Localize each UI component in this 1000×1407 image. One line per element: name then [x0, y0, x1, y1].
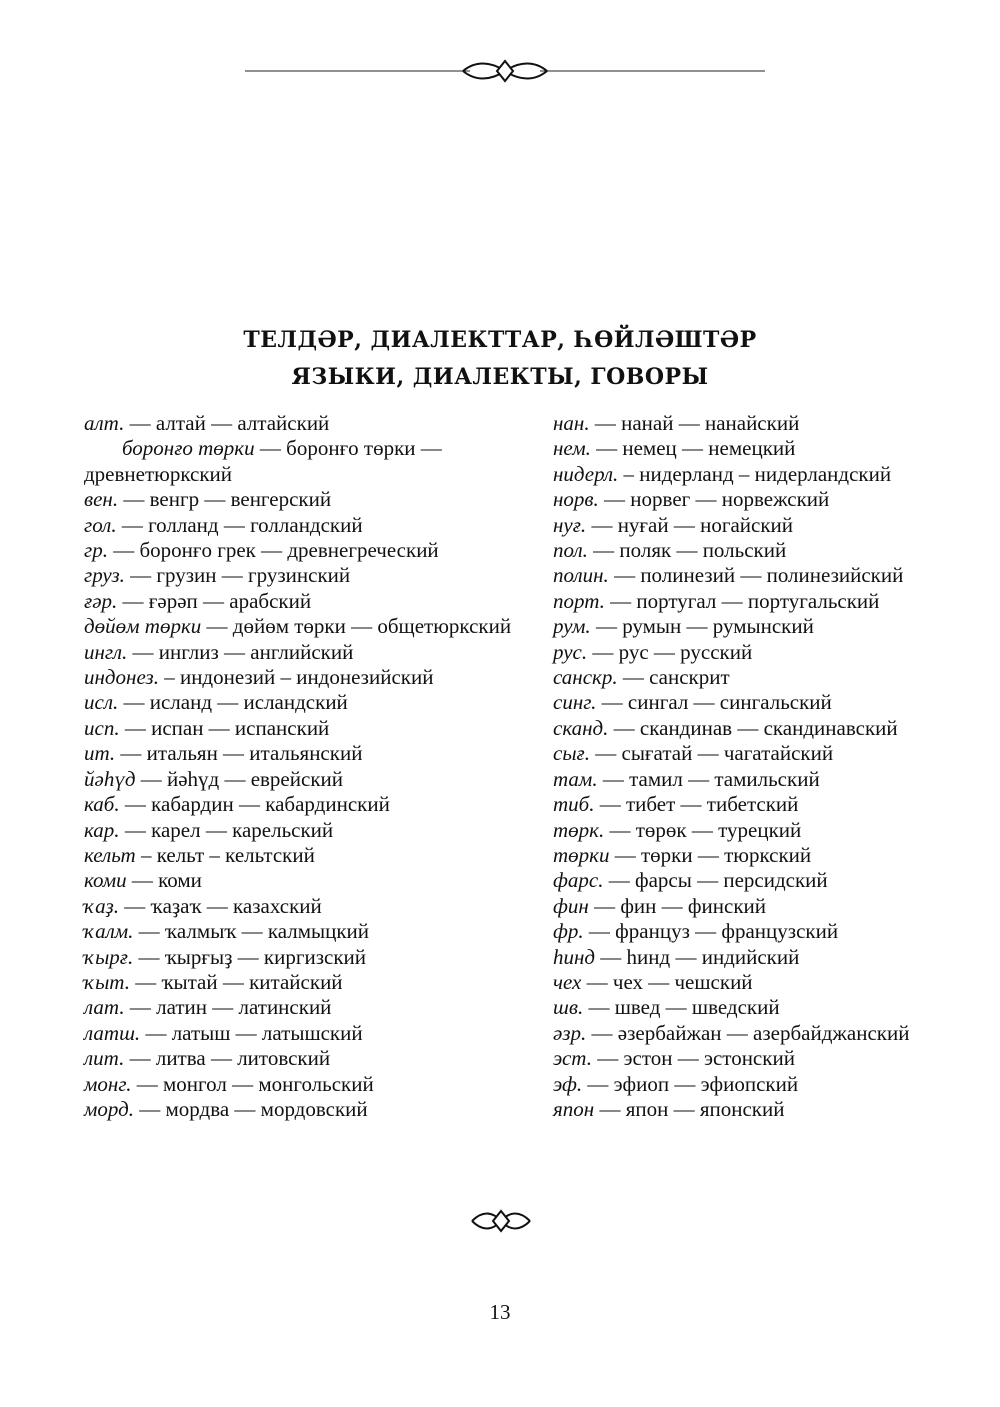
entry-definition: — фарсы — персидский [603, 868, 828, 893]
entry-definition: — ғәрәп — арабский [117, 588, 312, 613]
dictionary-entry [553, 563, 973, 588]
entry-definition: — исланд — исландский [118, 690, 348, 715]
dictionary-entry [553, 868, 973, 893]
entry-definition: — венгр — венгерский [118, 487, 332, 512]
entry-definition: — тибет — тибетский [594, 792, 799, 817]
entry-abbreviation: там. [553, 766, 598, 791]
dictionary-entry [84, 1097, 514, 1122]
entry-definition: — кабардин — кабардинский [119, 792, 390, 817]
dictionary-entry [84, 1072, 514, 1097]
entry-abbreviation: йәһүд [84, 766, 136, 791]
dictionary-entry [553, 1097, 973, 1122]
entry-definition: — төрки — тюркский [609, 842, 812, 867]
entry-abbreviation: төрк. [553, 817, 605, 842]
left-column [84, 411, 514, 1122]
entry-abbreviation: исл. [84, 690, 119, 715]
dictionary-entry [553, 411, 973, 436]
entry-definition: — нуғай — ногайский [586, 512, 794, 537]
dictionary-entry [553, 487, 973, 512]
entry-definition: – кельт – кельтский [135, 842, 315, 867]
dictionary-entry [553, 1046, 973, 1071]
entry-definition: — инглиз — английский [127, 639, 354, 664]
entry-definition: — литва — литовский [124, 1046, 331, 1071]
entry-abbreviation: коми [84, 868, 127, 893]
entry-abbreviation: исп. [84, 715, 120, 740]
entry-definition: — төрөк — турецкий [604, 817, 802, 842]
entry-definition: — фин — финский [588, 893, 766, 918]
entry-definition: — француз — французский [583, 919, 839, 944]
entry-definition: — япон — японский [594, 1096, 785, 1121]
dictionary-entry [84, 818, 514, 843]
dictionary-entry [84, 716, 514, 741]
dictionary-entry [84, 640, 514, 665]
dictionary-entry [84, 614, 514, 639]
entry-definition: — ҡаҙаҡ — казахский [119, 893, 322, 918]
heading-bashkir: ТЕЛДӘР, ДИАЛЕКТТАР, ҺӨЙЛӘШТӘР [243, 327, 757, 353]
dictionary-entry [553, 843, 973, 868]
entry-abbreviation: морд. [84, 1096, 134, 1121]
entry-abbreviation: төрки [553, 842, 610, 867]
dictionary-entry [553, 640, 973, 665]
page-number: 13 [489, 1300, 511, 1324]
entry-definition: — монгол — монгольский [131, 1071, 374, 1096]
entry-definition: — дөйөм төрки — общетюркский [201, 614, 512, 639]
dictionary-entry [84, 1021, 514, 1046]
dictionary-entry [84, 411, 514, 436]
dictionary-entry [553, 741, 973, 766]
entry-abbreviation: ҡалм. [84, 919, 134, 944]
entry-abbreviation: сканд. [553, 715, 609, 740]
entry-abbreviation: ҡыт. [84, 969, 130, 994]
entry-definition: — эфиоп — эфиопский [582, 1071, 799, 1096]
entry-abbreviation: нидерл. [553, 461, 619, 486]
dictionary-entry [84, 868, 514, 893]
entry-definition: — һинд — индийский [595, 944, 800, 969]
dictionary-entry [84, 945, 514, 970]
entry-definition: — португал — португальский [604, 588, 880, 613]
entry-definition: — латыш — латышский [140, 1020, 363, 1045]
entry-definition: — рус — русский [587, 639, 753, 664]
entry-abbreviation: ғәр. [84, 588, 118, 613]
top-ornament [245, 56, 765, 86]
dictionary-entry [553, 818, 973, 843]
entry-definition: — боронғо төрки — древнетюркский [84, 436, 442, 486]
entry-definition: — швед — шведский [583, 995, 780, 1020]
entry-definition: — тамил — тамильский [597, 766, 820, 791]
dictionary-entry [84, 894, 514, 919]
dictionary-entry [553, 513, 973, 538]
entry-abbreviation: нуғ. [553, 512, 587, 537]
entry-abbreviation: рум. [553, 614, 591, 639]
dictionary-entry [553, 919, 973, 944]
entry-definition: — йәһүд — еврейский [135, 766, 343, 791]
entry-definition: — полинезий — полинезийский [608, 563, 904, 588]
dictionary-entry [84, 487, 514, 512]
dictionary-entry [553, 538, 973, 563]
entry-abbreviation: дөйөм төрки [84, 614, 202, 639]
dictionary-entry [84, 792, 514, 817]
entry-abbreviation: кельт [84, 842, 136, 867]
entry-abbreviation: эст. [553, 1046, 592, 1071]
entry-definition: — эстон — эстонский [591, 1046, 795, 1071]
dictionary-entry [553, 970, 973, 995]
entry-definition: — карел — карельский [119, 817, 334, 842]
entry-definition: — әзербайжан — азербайджанский [586, 1020, 910, 1045]
entry-abbreviation: синг. [553, 690, 597, 715]
dictionary-entry [84, 843, 514, 868]
dictionary-entry [553, 462, 973, 487]
entry-abbreviation: груз. [84, 563, 125, 588]
entry-abbreviation: шв. [553, 995, 584, 1020]
dictionary-entry [553, 995, 973, 1020]
entry-definition: – индонезий – индонезийский [158, 665, 434, 690]
entry-abbreviation: гр. [84, 538, 108, 563]
entry-abbreviation: вен. [84, 487, 119, 512]
dictionary-entry [84, 436, 514, 487]
entry-definition: – нидерланд – нидерландский [618, 461, 892, 486]
dictionary-entry [84, 919, 514, 944]
entry-abbreviation: нан. [553, 411, 590, 435]
dictionary-entry [553, 1021, 973, 1046]
entry-definition: — испан — испанский [119, 715, 330, 740]
dictionary-entry [553, 589, 973, 614]
entry-abbreviation: монг. [84, 1071, 132, 1096]
dictionary-entry [84, 513, 514, 538]
entry-definition: — латин — латинский [124, 995, 332, 1020]
entry-definition: — ҡытай — китайский [129, 969, 343, 994]
dictionary-entry [553, 690, 973, 715]
entry-definition: — ҡырғыҙ — киргизский [133, 944, 367, 969]
entry-abbreviation: пол. [553, 538, 588, 563]
entry-abbreviation: боронғо төрки [122, 436, 255, 461]
entry-abbreviation: ҡаҙ. [84, 893, 120, 918]
entry-abbreviation: алт. [84, 411, 125, 435]
dictionary-entry [84, 995, 514, 1020]
dictionary-entry [84, 589, 514, 614]
entry-abbreviation: эф. [553, 1071, 583, 1096]
dictionary-entry [553, 436, 973, 461]
dictionary-entry [84, 741, 514, 766]
dictionary-entry [553, 1072, 973, 1097]
dictionary-entry [84, 563, 514, 588]
entry-definition: — чех — чешский [581, 969, 753, 994]
entry-abbreviation: ингл. [84, 639, 128, 664]
dictionary-entry [84, 970, 514, 995]
entry-abbreviation: лат. [84, 995, 125, 1020]
entry-abbreviation: санскр. [553, 665, 618, 690]
entry-definition: — боронғо грек — древнегреческий [107, 538, 439, 563]
entry-definition: — сығатай — чагатайский [590, 741, 834, 766]
entry-abbreviation: кар. [84, 817, 120, 842]
dictionary-entry [553, 792, 973, 817]
entry-definition: — сингал — сингальский [596, 690, 832, 715]
dictionary-entry [553, 614, 973, 639]
entry-abbreviation: полин. [553, 563, 609, 588]
entry-abbreviation: порт. [553, 588, 605, 613]
entry-abbreviation: япон [553, 1096, 595, 1121]
entry-abbreviation: нем. [553, 436, 591, 461]
entry-definition: — скандинав — скандинавский [608, 715, 898, 740]
dictionary-entry [84, 1046, 514, 1071]
dictionary-entry [84, 767, 514, 792]
dictionary-entry [553, 767, 973, 792]
entry-definition: — алтай — алтайский [124, 411, 330, 435]
entry-abbreviation: әзр. [553, 1020, 587, 1045]
dictionary-entry [84, 538, 514, 563]
entry-definition: — норвег — норвежский [598, 487, 830, 512]
entry-definition: — немец — немецкий [590, 436, 796, 461]
entry-abbreviation: чех [553, 969, 582, 994]
entry-abbreviation: һинд [553, 944, 596, 969]
entry-definition: — румын — румынский [590, 614, 814, 639]
entry-abbreviation: сығ. [553, 741, 590, 766]
entry-definition: — голланд — голландский [116, 512, 363, 537]
entry-abbreviation: индонез. [84, 665, 159, 690]
entry-abbreviation: лит. [84, 1046, 125, 1071]
bottom-ornament [470, 1206, 532, 1236]
entry-definition: — поляк — польский [587, 538, 787, 563]
entry-abbreviation: норв. [553, 487, 599, 512]
entry-definition: — коми [126, 868, 202, 893]
entry-definition: — грузин — грузинский [124, 563, 351, 588]
entry-abbreviation: фарс. [553, 868, 604, 893]
entry-abbreviation: рус. [553, 639, 588, 664]
dictionary-entry [553, 716, 973, 741]
dictionary-entry [84, 665, 514, 690]
entry-abbreviation: каб. [84, 792, 120, 817]
dictionary-entry [553, 945, 973, 970]
entry-abbreviation: фр. [553, 919, 584, 944]
entry-abbreviation: латш. [84, 1020, 141, 1045]
entry-abbreviation: тиб. [553, 792, 595, 817]
entry-abbreviation: ит. [84, 741, 116, 766]
entry-definition: — нанай — нанайский [589, 411, 800, 435]
right-column [553, 411, 973, 1122]
entry-abbreviation: гол. [84, 512, 117, 537]
entry-definition: — итальян — итальянский [115, 741, 363, 766]
heading-russian: ЯЗЫКИ, ДИАЛЕКТЫ, ГОВОРЫ [291, 364, 709, 390]
dictionary-entry [553, 665, 973, 690]
entry-abbreviation: ҡырғ. [84, 944, 134, 969]
dictionary-entry [84, 690, 514, 715]
entry-definition: — санскрит [617, 665, 730, 690]
dictionary-entry [553, 894, 973, 919]
entry-definition: — мордва — мордовский [134, 1096, 368, 1121]
entry-definition: — ҡалмыҡ — калмыцкий [133, 919, 370, 944]
entry-abbreviation: фин [553, 893, 589, 918]
